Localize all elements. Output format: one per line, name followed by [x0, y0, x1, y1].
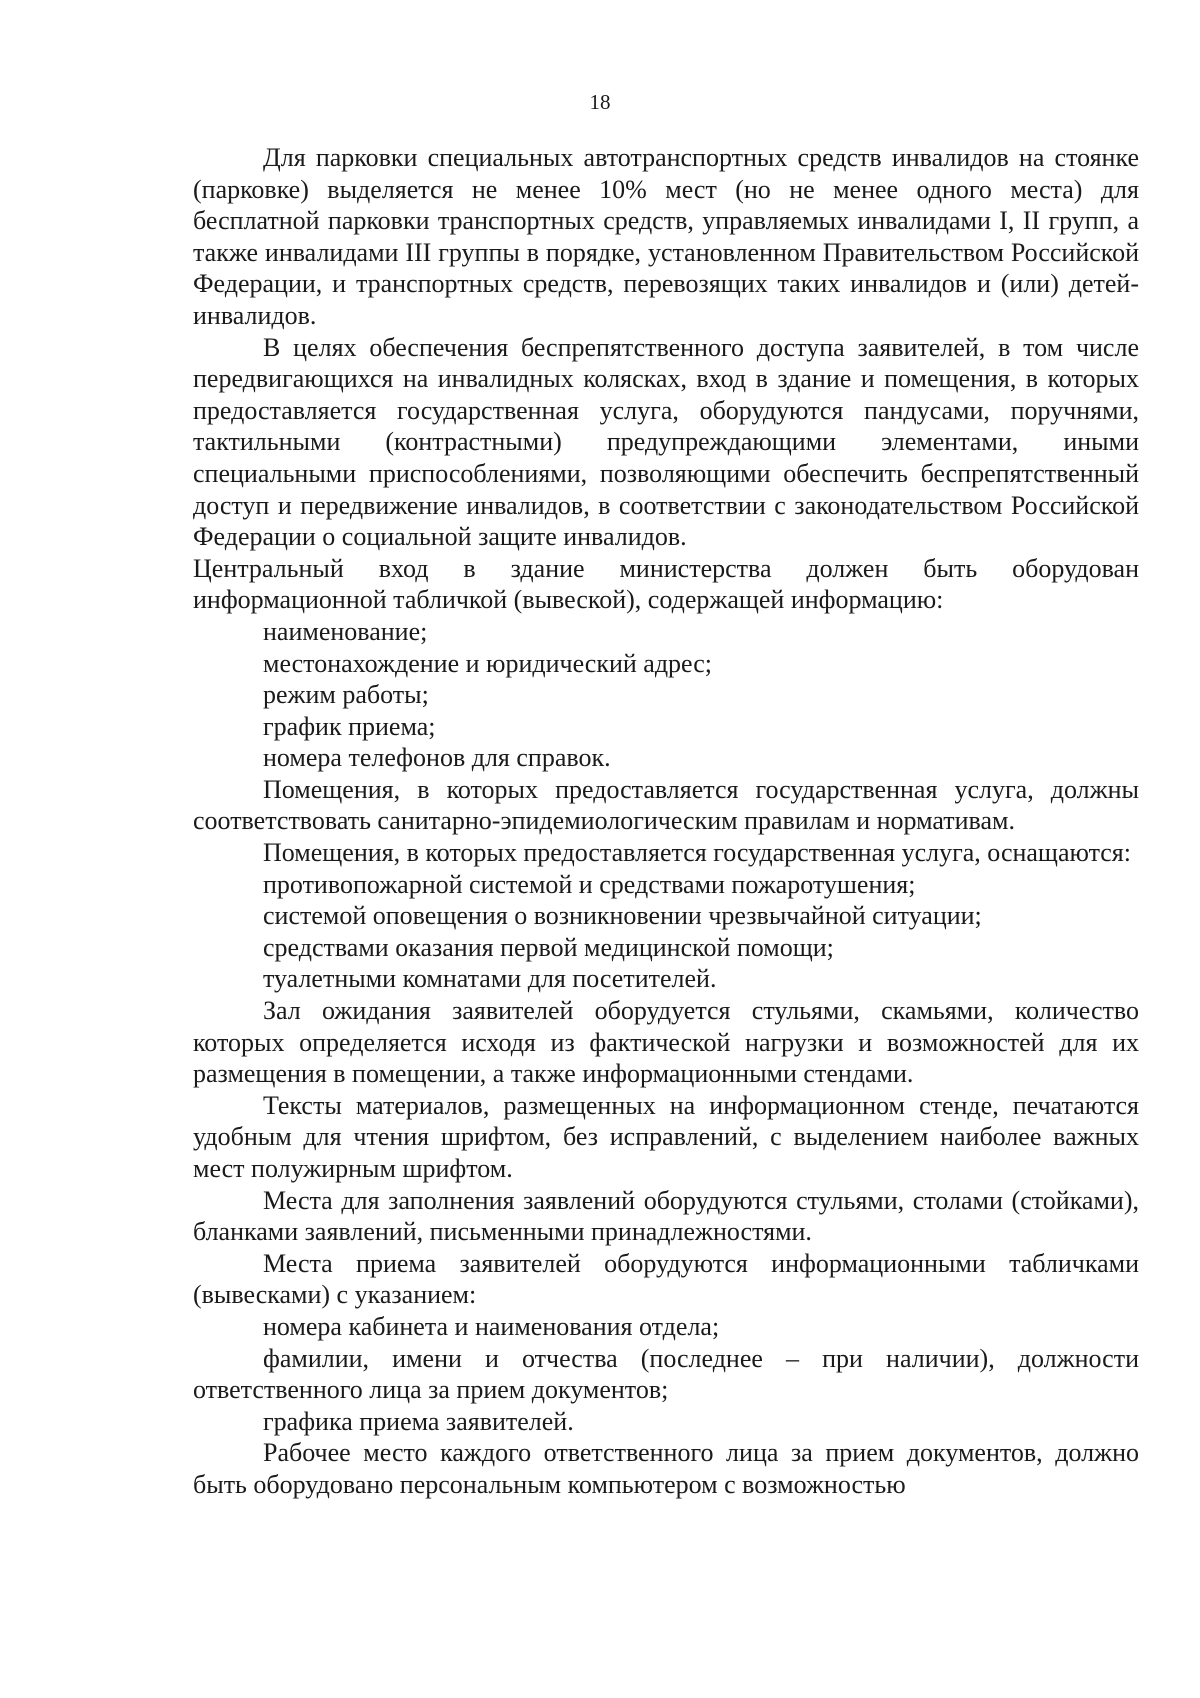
paragraph-reception-signs: Места приема заявителей оборудуются информационными табличками (вывесками) с указанием:: [193, 1248, 1139, 1310]
paragraph-workplace: Рабочее место каждого ответственного лица за прием документов, должно быть оборудовано персональным компьютером с возможностью: [193, 1438, 1139, 1499]
paragraph-sanitary: Помещения, в которых предоставляется государственная услуга, должны соответствовать санитарно-эпидемиологическим правилам и нормативам.: [193, 774, 1139, 836]
list-item: номера кабинета и наименования отдела;: [263, 1311, 720, 1341]
list-item: график приема;: [263, 711, 436, 741]
list-item: системой оповещения о возникновении чрезвычайной ситуации;: [263, 901, 982, 931]
document-body: [193, 142, 1139, 1501]
list-item: режим работы;: [263, 680, 429, 710]
list-item: номера телефонов для справок.: [263, 743, 611, 773]
list-item: наименование;: [263, 616, 428, 646]
paragraph-equipment: Помещения, в которых предоставляется государственная услуга, оснащаются:: [263, 838, 1131, 868]
paragraph-parking: Для парковки специальных автотранспортных средств инвалидов на стоянке (парковке) выделяется не менее 10% мест (но не менее одного места) для бесплатной парковки транспортных средств, управляемых инвалидами I, II групп, а также инвалидами III группы в порядке, установленном Правительством Российской Федерации, и транспортных средств, перевозящих таких инвалидов и (или) детей-инвалидов.: [193, 143, 1139, 330]
list-item-responsible-person: фамилии, имени и отчества (последнее – при наличии), должности ответственного лица за прием документов;: [193, 1343, 1139, 1405]
list-item: средствами оказания первой медицинской помощи;: [263, 932, 834, 962]
paragraph-entrance-sign: Центральный вход в здание министерства должен быть оборудован информационной табличкой (вывеской), содержащей информацию:: [193, 553, 1139, 615]
paragraph-accessibility: В целях обеспечения беспрепятственного доступа заявителей, в том числе передвигающихся на инвалидных колясках, вход в здание и помещения, в которых предоставляется государственная услуга, оборудуются пандусами, поручнями, тактильными (контрастными) предупреждающими элементами, иными специальными приспособлениями, позволяющими обеспечить беспрепятственный доступ и передвижение инвалидов, в соответствии с законодательством Российской Федерации о социальной защите инвалидов.: [193, 332, 1139, 552]
page-number: 18: [589, 90, 611, 114]
paragraph-form-filling: Места для заполнения заявлений оборудуются стульями, столами (стойками), бланками заявлений, письменными принадлежностями.: [193, 1185, 1139, 1247]
list-item: графика приема заявителей.: [263, 1406, 574, 1436]
paragraph-waiting-hall: Зал ожидания заявителей оборудуется стульями, скамьями, количество которых определяется исходя из фактической нагрузки и возможностей для их размещения в помещении, а также информационными стендами.: [193, 996, 1139, 1089]
list-item: туалетными комнатами для посетителей.: [263, 964, 717, 994]
list-item: противопожарной системой и средствами пожаротушения;: [263, 869, 916, 899]
paragraph-stand-texts: Тексты материалов, размещенных на информационном стенде, печатаются удобным для чтения шрифтом, без исправлений, с выделением наиболее важных мест полужирным шрифтом.: [193, 1090, 1139, 1183]
list-item: местонахождение и юридический адрес;: [263, 648, 712, 678]
